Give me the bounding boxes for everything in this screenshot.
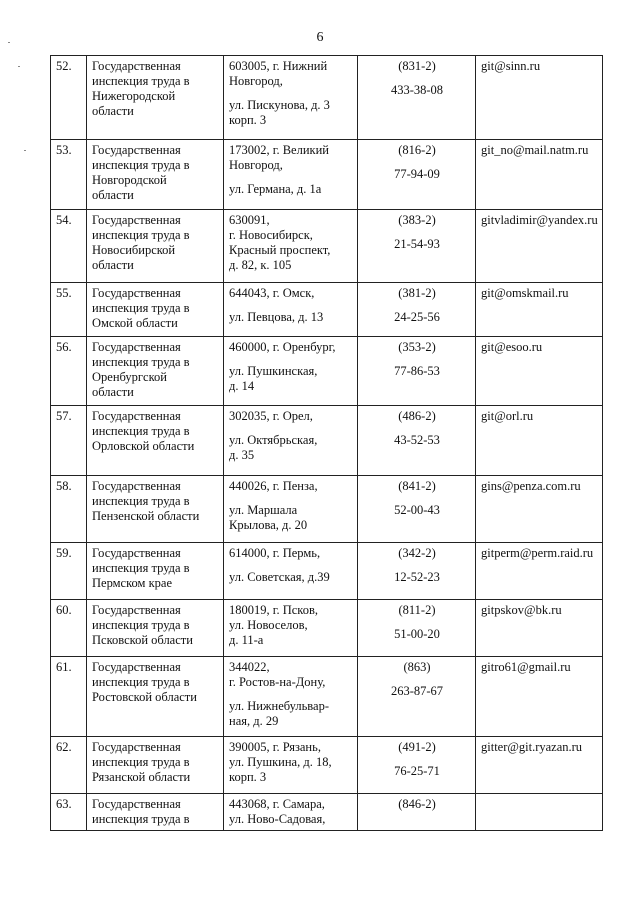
phone-area-code: (383-2)	[398, 213, 436, 227]
address-street: ул. Пушкинская, д. 14	[229, 364, 318, 393]
address-cell	[224, 210, 358, 283]
email-cell	[476, 140, 603, 210]
email-cell	[476, 476, 603, 543]
table-row	[51, 140, 603, 210]
address-city: 630091, г. Новосибирск, Красный проспект, д. 82, к. 105	[229, 213, 331, 272]
scan-speck	[18, 66, 20, 67]
email-cell	[476, 210, 603, 283]
phone-cell	[358, 600, 476, 657]
address-street: ул. Нижнебульвар- ная, д. 29	[229, 699, 329, 728]
inspection-name: Государственная инспекция труда в Орловской области	[92, 409, 195, 453]
row-number: 53.	[51, 140, 87, 210]
email-cell	[476, 657, 603, 737]
address-city: 644043, г. Омск,	[229, 286, 315, 300]
address-cell	[224, 600, 358, 657]
inspection-name-cell	[87, 56, 224, 140]
email-address: git@esoo.ru	[481, 340, 543, 354]
address-city: 173002, г. Великий Новгород,	[229, 143, 329, 172]
inspection-name: Государственная инспекция труда в Псковской области	[92, 603, 193, 647]
scan-speck	[8, 42, 10, 43]
row-number: 56.	[51, 337, 87, 406]
address-street: ул. Советская, д.39	[229, 570, 330, 584]
phone-cell	[358, 794, 476, 831]
inspection-name-cell	[87, 283, 224, 337]
email-cell	[476, 737, 603, 794]
table-row	[51, 476, 603, 543]
inspection-name: Государственная инспекция труда в	[92, 797, 190, 826]
address-cell	[224, 476, 358, 543]
phone-cell	[358, 657, 476, 737]
inspection-name-cell	[87, 543, 224, 600]
row-number: 54.	[51, 210, 87, 283]
address-cell	[224, 140, 358, 210]
scan-speck	[24, 150, 26, 151]
phone-area-code: (486-2)	[398, 409, 436, 423]
phone-area-code: (816-2)	[398, 143, 436, 157]
inspection-name: Государственная инспекция труда в Омской области	[92, 286, 190, 330]
address-cell	[224, 337, 358, 406]
email-address: git@orl.ru	[481, 409, 534, 423]
labor-inspection-table	[50, 55, 603, 831]
table-row	[51, 794, 603, 831]
row-number: 58.	[51, 476, 87, 543]
address-city: 180019, г. Псков, ул. Новоселов, д. 11-а	[229, 603, 319, 647]
inspection-name-cell	[87, 210, 224, 283]
inspection-name-cell	[87, 406, 224, 476]
row-number: 59.	[51, 543, 87, 600]
row-number: 57.	[51, 406, 87, 476]
phone-area-code: (342-2)	[398, 546, 436, 560]
email-cell	[476, 283, 603, 337]
address-cell	[224, 657, 358, 737]
table-row	[51, 543, 603, 600]
address-city: 390005, г. Рязань, ул. Пушкина, д. 18, корп. 3	[229, 740, 332, 784]
email-address: gitro61@gmail.ru	[481, 660, 571, 674]
row-number: 55.	[51, 283, 87, 337]
address-cell	[224, 543, 358, 600]
address-city: 460000, г. Оренбург,	[229, 340, 336, 354]
email-address: git_no@mail.natm.ru	[481, 143, 589, 157]
phone-cell	[358, 210, 476, 283]
inspection-name: Государственная инспекция труда в Рязанской области	[92, 740, 191, 784]
table-row	[51, 56, 603, 140]
table-row	[51, 737, 603, 794]
phone-area-code: (831-2)	[398, 59, 436, 73]
address-cell	[224, 737, 358, 794]
address-city: 443068, г. Самара, ул. Ново-Садовая,	[229, 797, 326, 826]
table-row	[51, 283, 603, 337]
email-address: gitter@git.ryazan.ru	[481, 740, 583, 754]
inspection-name-cell	[87, 657, 224, 737]
phone-cell	[358, 543, 476, 600]
table-row	[51, 406, 603, 476]
phone-cell	[358, 737, 476, 794]
email-address: git@omskmail.ru	[481, 286, 569, 300]
inspection-name-cell	[87, 337, 224, 406]
email-cell	[476, 337, 603, 406]
inspection-name: Государственная инспекция труда в Новосибирской области	[92, 213, 190, 272]
inspection-name: Государственная инспекция труда в Нижегородской области	[92, 59, 190, 118]
row-number: 62.	[51, 737, 87, 794]
email-cell	[476, 794, 603, 831]
email-address: git@sinn.ru	[481, 59, 541, 73]
row-number: 61.	[51, 657, 87, 737]
inspection-name: Государственная инспекция труда в Ростовской области	[92, 660, 197, 704]
phone-cell	[358, 476, 476, 543]
inspection-name: Государственная инспекция труда в Новгородской области	[92, 143, 190, 202]
email-cell	[476, 56, 603, 140]
phone-number: 77-94-09	[394, 167, 440, 181]
inspection-name: Государственная инспекция труда в Пензенской области	[92, 479, 200, 523]
email-address: gitperm@perm.raid.ru	[481, 546, 594, 560]
address-street: ул. Германа, д. 1а	[229, 182, 322, 196]
email-cell	[476, 543, 603, 600]
inspection-name-cell	[87, 140, 224, 210]
phone-cell	[358, 406, 476, 476]
address-city: 440026, г. Пенза,	[229, 479, 318, 493]
address-cell	[224, 283, 358, 337]
inspection-name-cell	[87, 737, 224, 794]
table-body	[51, 56, 603, 831]
phone-number: 51-00-20	[394, 627, 440, 641]
phone-number: 24-25-56	[394, 310, 440, 324]
page-number: 6	[316, 30, 324, 45]
email-cell	[476, 406, 603, 476]
phone-area-code: (863)	[403, 660, 431, 674]
email-address: gitvladimir@yandex.ru	[481, 213, 598, 227]
inspection-name-cell	[87, 600, 224, 657]
table-row	[51, 600, 603, 657]
inspection-name-cell	[87, 476, 224, 543]
phone-area-code: (491-2)	[398, 740, 436, 754]
phone-number: 263-87-67	[390, 684, 444, 698]
inspection-name: Государственная инспекция труда в Оренбургской области	[92, 340, 190, 399]
address-city: 603005, г. Нижний Новгород,	[229, 59, 328, 88]
phone-area-code: (381-2)	[398, 286, 436, 300]
phone-area-code: (841-2)	[398, 479, 436, 493]
phone-cell	[358, 56, 476, 140]
table-row	[51, 210, 603, 283]
phone-cell	[358, 140, 476, 210]
phone-area-code: (846-2)	[398, 797, 436, 811]
address-city: 614000, г. Пермь,	[229, 546, 321, 560]
phone-number: 21-54-93	[394, 237, 440, 251]
phone-number: 43-52-53	[394, 433, 440, 447]
phone-number: 52-00-43	[394, 503, 440, 517]
row-number: 60.	[51, 600, 87, 657]
phone-number: 76-25-71	[394, 764, 440, 778]
address-cell	[224, 406, 358, 476]
email-address: gins@penza.com.ru	[481, 479, 581, 493]
address-street: ул. Маршала Крылова, д. 20	[229, 503, 308, 532]
inspection-name: Государственная инспекция труда в Пермском крае	[92, 546, 190, 590]
address-city: 344022, г. Ростов-на-Дону,	[229, 660, 326, 689]
address-cell	[224, 794, 358, 831]
phone-cell	[358, 337, 476, 406]
address-street: ул. Певцова, д. 13	[229, 310, 324, 324]
phone-number: 12-52-23	[394, 570, 440, 584]
address-cell	[224, 56, 358, 140]
phone-number: 77-86-53	[394, 364, 440, 378]
address-street: ул. Пискунова, д. 3 корп. 3	[229, 98, 330, 127]
table-row	[51, 337, 603, 406]
row-number: 52.	[51, 56, 87, 140]
email-cell	[476, 600, 603, 657]
phone-number: 433-38-08	[390, 83, 444, 97]
address-city: 302035, г. Орел,	[229, 409, 313, 423]
email-address: gitpskov@bk.ru	[481, 603, 562, 617]
table-row	[51, 657, 603, 737]
phone-area-code: (811-2)	[398, 603, 436, 617]
inspection-name-cell	[87, 794, 224, 831]
phone-area-code: (353-2)	[398, 340, 436, 354]
row-number: 63.	[51, 794, 87, 831]
phone-cell	[358, 283, 476, 337]
address-street: ул. Октябрьская, д. 35	[229, 433, 318, 462]
